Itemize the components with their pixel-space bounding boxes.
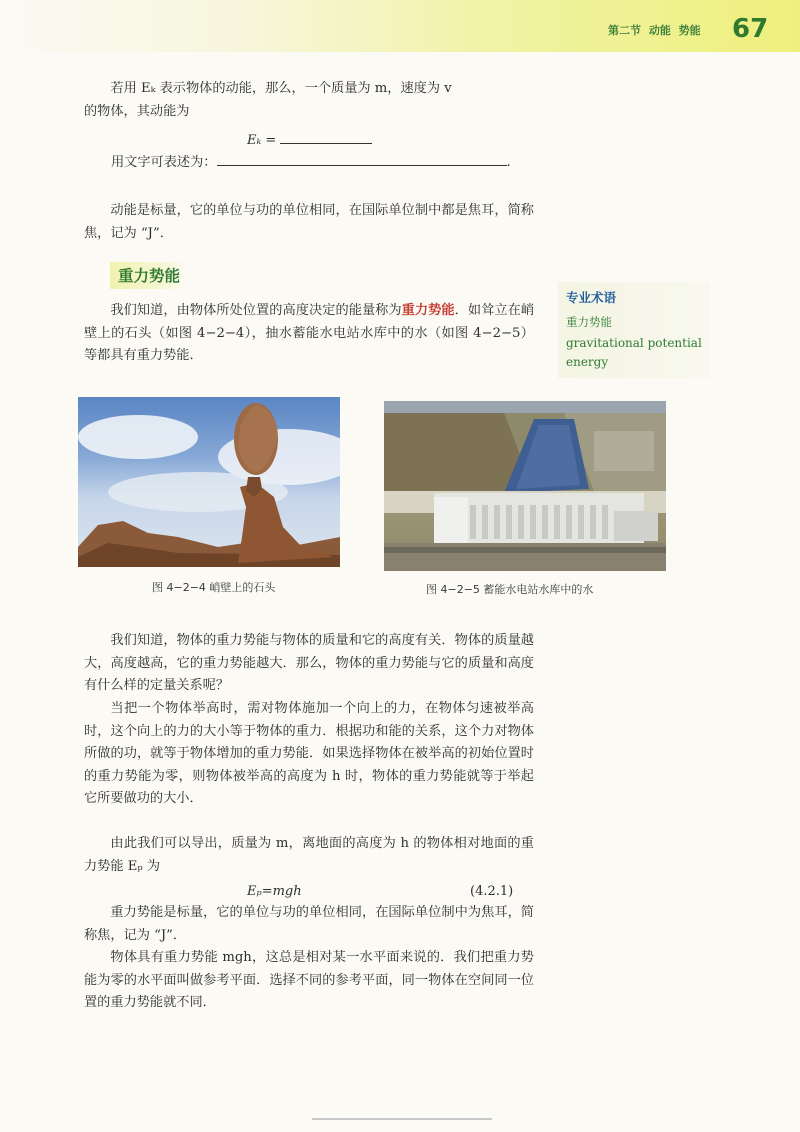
bottom-decorative-line <box>312 1118 492 1120</box>
gravity-intro-para <box>84 300 534 368</box>
terminology-sidebar <box>558 282 710 378</box>
figure-caption-reservoir: 图 4−2−5 蓄能水电站水库中的水 <box>426 583 594 596</box>
section-heading-gravity: 重力势能 <box>110 262 188 289</box>
kinetic-intro-line2: 的物体，其动能为 <box>84 104 190 119</box>
figure-balanced-rock <box>78 397 340 567</box>
sidebar-title: 专业术语 <box>566 290 617 305</box>
page-number: 67 <box>732 14 769 44</box>
figure-caption-rock: 图 4−2−4 峭壁上的石头 <box>152 581 276 594</box>
paragraph-3: 由此我们可以导出，质量为 m，离地面的高度为 h 的物体相对地面的重力势能 Eₚ 为 <box>84 836 534 874</box>
paragraph-1: 我们知道，物体的重力势能与物体的质量和它的高度有关．物体的质量越大，高度越高，它的重力势能越大．那么，物体的重力势能与它的质量和高度有什么样的定量关系呢？ <box>84 633 534 693</box>
kinetic-formula <box>247 131 372 148</box>
paragraph-5: 物体具有重力势能 mgh，这总是相对某一水平面来说的．我们把重力势能为零的水平面叫做参考平面．选择不同的参考平面，同一物体在空间同一位置的重力势能就不同． <box>84 950 534 1010</box>
kinetic-verbal-end: . <box>506 155 511 170</box>
kinetic-formula-label: Eₖ = <box>247 133 277 148</box>
kinetic-intro-line1: 若用 Eₖ 表示物体的动能，那么，一个质量为 m，速度为 v <box>110 81 452 96</box>
section-label: 第二节 动能 势能 <box>608 24 701 37</box>
verbal-blank <box>217 153 507 166</box>
sidebar-term-en: gravitational potential energy <box>566 336 702 369</box>
paragraph-2: 当把一个物体举高时，需对物体施加一个向上的力，在物体匀速被举高时，这个向上的力的大小等于物体的重力．根据功和能的关系，这个力对物体所做的功，就等于物体增加的重力势能．如果选择物体在被举高的初始位置时的重力势能为零，则物体被举高的高度为 h 时，物体的重力势能就等于举起它所要做功的大小． <box>84 701 534 806</box>
sidebar-term-cn: 重力势能 <box>566 315 612 329</box>
figure-pumped-storage-reservoir <box>384 401 666 571</box>
gravity-term-highlight: 重力势能 <box>401 303 455 318</box>
kinetic-verbal <box>111 152 541 175</box>
kinetic-verbal-label: 用文字可表述为： <box>111 155 217 170</box>
paragraph-4: 重力势能是标量，它的单位与功的单位相同，在国际单位制中为焦耳，简称焦，记为 “J”． <box>84 905 534 943</box>
kinetic-scalar-para: 动能是标量，它的单位与功的单位相同，在国际单位制中都是焦耳，简称焦，记为 “J”． <box>84 203 534 241</box>
formula-blank <box>280 131 372 144</box>
formula-number: (4.2.1) <box>470 884 514 899</box>
potential-energy-formula: Eₚ=mgh <box>247 884 302 899</box>
balanced-rock-illustration <box>78 397 340 567</box>
gravity-intro-before: 我们知道，由物体所处位置的高度决定的能量称为 <box>110 303 402 318</box>
reservoir-illustration <box>384 401 666 571</box>
gravity-intro-after: ．如耸立在峭壁上的石头（如图 4−2−4），抽水蓄能水电站水库中的水（如图 4−2−5）等都具有重力势能． <box>84 303 535 363</box>
